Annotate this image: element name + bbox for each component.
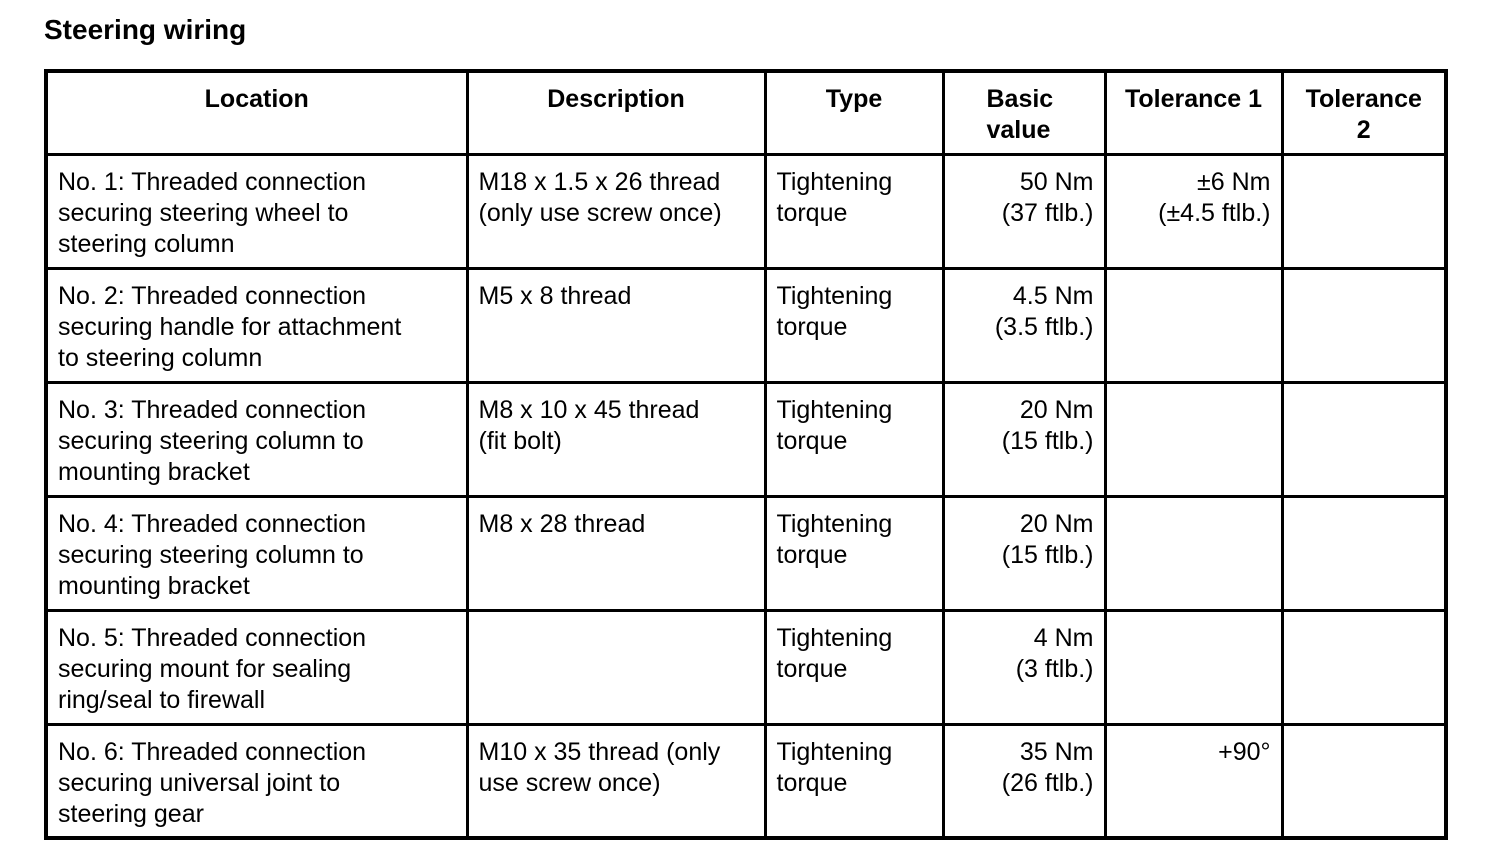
cell-basic-value: 50 Nm (37 ftlb.) [943, 154, 1105, 268]
cell-tolerance-2 [1282, 496, 1446, 610]
cell-basic-value: 20 Nm (15 ftlb.) [943, 382, 1105, 496]
header-tolerance-2: Tolerance 2 [1282, 71, 1446, 154]
torque-spec-table [44, 69, 1448, 840]
cell-tolerance-1 [1105, 496, 1282, 610]
cell-tolerance-1 [1105, 610, 1282, 724]
cell-description: M8 x 10 x 45 thread (fit bolt) [467, 382, 765, 496]
cell-tolerance-2 [1282, 382, 1446, 496]
header-type: Type [765, 71, 943, 154]
table-row [46, 724, 1446, 838]
cell-type: Tightening torque [765, 496, 943, 610]
cell-location: No. 1: Threaded connection securing steering wheel to steering column [46, 154, 467, 268]
header-basic-value: Basic value [943, 71, 1105, 154]
cell-tolerance-1 [1105, 268, 1282, 382]
cell-location: No. 5: Threaded connection securing mount for sealing ring/seal to firewall [46, 610, 467, 724]
cell-type: Tightening torque [765, 268, 943, 382]
cell-tolerance-2 [1282, 724, 1446, 838]
cell-description [467, 610, 765, 724]
cell-basic-value: 35 Nm (26 ftlb.) [943, 724, 1105, 838]
table-row [46, 268, 1446, 382]
cell-basic-value: 20 Nm (15 ftlb.) [943, 496, 1105, 610]
cell-type: Tightening torque [765, 382, 943, 496]
page-title: Steering wiring [44, 14, 247, 45]
table-row [46, 496, 1446, 610]
cell-tolerance-2 [1282, 610, 1446, 724]
table-row [46, 382, 1446, 496]
cell-basic-value: 4.5 Nm (3.5 ftlb.) [943, 268, 1105, 382]
header-tolerance-1: Tolerance 1 [1105, 71, 1282, 154]
cell-location: No. 2: Threaded connection securing handle for attachment to steering column [46, 268, 467, 382]
table-row [46, 154, 1446, 268]
header-description: Description [467, 71, 765, 154]
cell-type: Tightening torque [765, 724, 943, 838]
cell-description: M5 x 8 thread [467, 268, 765, 382]
cell-type: Tightening torque [765, 610, 943, 724]
table-row [46, 610, 1446, 724]
cell-description: M10 x 35 thread (only use screw once) [467, 724, 765, 838]
cell-location: No. 6: Threaded connection securing universal joint to steering gear [46, 724, 467, 838]
cell-tolerance-1 [1105, 382, 1282, 496]
cell-basic-value: 4 Nm (3 ftlb.) [943, 610, 1105, 724]
cell-location: No. 3: Threaded connection securing steering column to mounting bracket [46, 382, 467, 496]
cell-description: M8 x 28 thread [467, 496, 765, 610]
cell-description: M18 x 1.5 x 26 thread (only use screw once) [467, 154, 765, 268]
table-header-row [46, 71, 1446, 154]
cell-tolerance-2 [1282, 154, 1446, 268]
cell-tolerance-1: +90° [1105, 724, 1282, 838]
cell-tolerance-1: ±6 Nm (±4.5 ftlb.) [1105, 154, 1282, 268]
cell-tolerance-2 [1282, 268, 1446, 382]
cell-type: Tightening torque [765, 154, 943, 268]
header-location: Location [46, 71, 467, 154]
cell-location: No. 4: Threaded connection securing steering column to mounting bracket [46, 496, 467, 610]
